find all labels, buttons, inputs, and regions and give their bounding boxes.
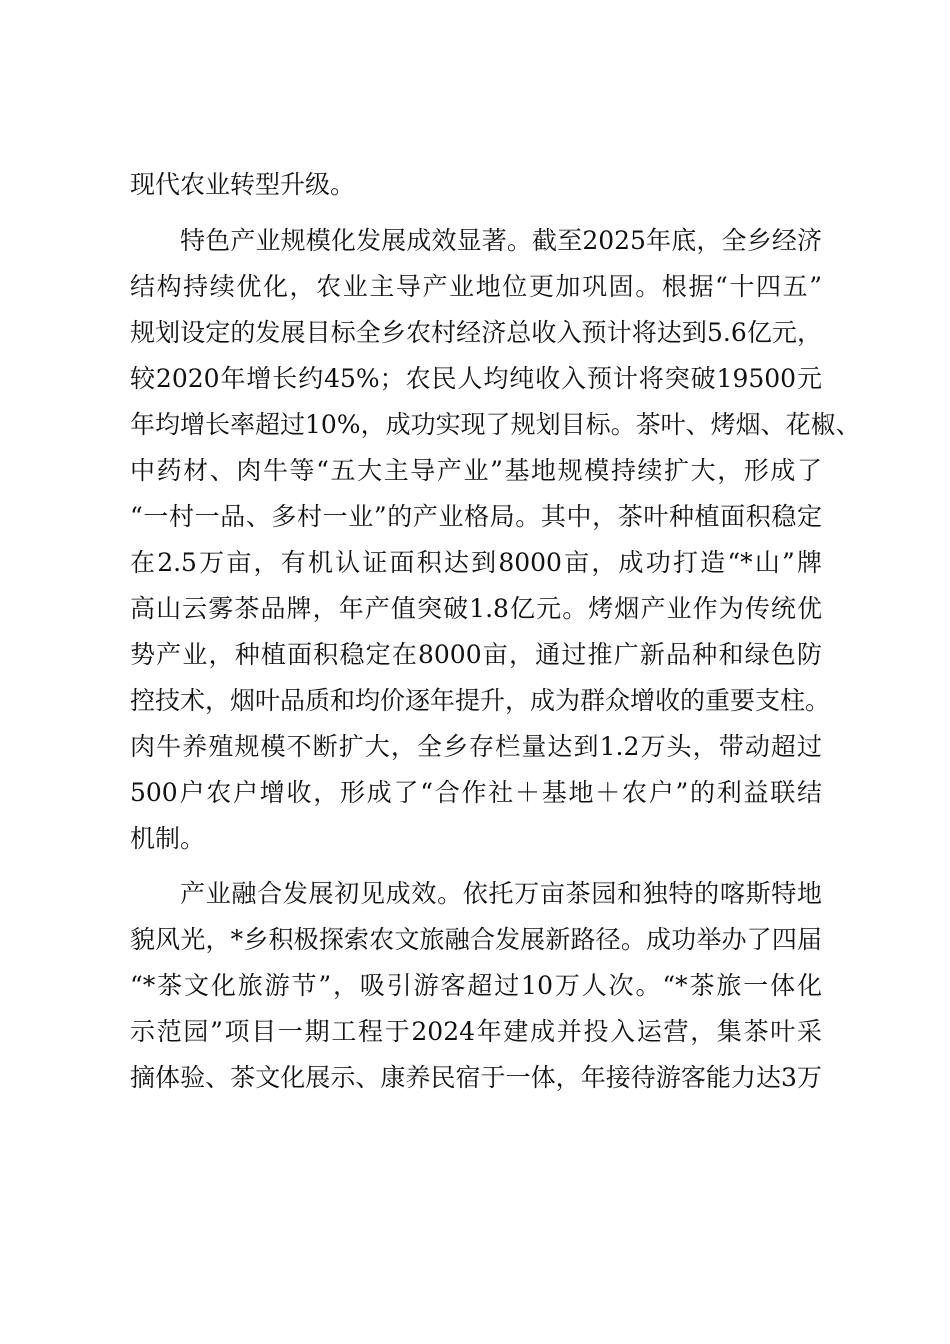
text-line: 貌风光，*乡积极探索农文旅融合发展新路径。成功举办了四届 [130,925,822,954]
text-line: 规划设定的发展目标全乡农村经济总收入预计将达到5.6亿元， [130,318,822,347]
text-line: 500户农户增收，形成了“合作社＋基地＋农户”的利益联结 [130,778,822,807]
text-line: 在2.5万亩，有机认证面积达到8000亩，成功打造“*山”牌 [130,548,822,577]
text-line: 控技术，烟叶品质和均价逐年提升，成为群众增收的重要支柱。 [130,686,831,715]
text-line: 较2020年增长约45%；农民人均纯收入预计将突破19500元 [130,364,822,393]
text-line: 示范园”项目一期工程于2024年建成并投入运营，集茶叶采 [130,1017,822,1046]
text-line: 现代农业转型升级。 [130,170,356,199]
text-line: 机制。 [130,824,206,853]
text-line: “一村一品、多村一业”的产业格局。其中，茶叶种植面积稳定 [130,502,822,531]
text-line: 摘体验、茶文化展示、康养民宿于一体，年接待游客能力达3万 [130,1063,822,1092]
text-line: 高山云雾茶品牌，年产值突破1.8亿元。烤烟产业作为传统优 [130,594,822,623]
paragraph-start-line: 产业融合发展初见成效。依托万亩茶园和独特的喀斯特地 [180,879,822,908]
text-line: “*茶文化旅游节”，吸引游客超过10万人次。“*茶旅一体化 [130,971,822,1000]
paragraph-start-line: 特色产业规模化发展成效显著。截至2025年底，全乡经济 [180,226,822,255]
text-line: 结构持续优化，农业主导产业地位更加巩固。根据“十四五” [130,272,822,301]
text-line: 年均增长率超过10%，成功实现了规划目标。茶叶、烤烟、花椒、 [130,410,861,439]
text-line: 势产业，种植面积稳定在8000亩，通过推广新品种和绿色防 [130,640,822,669]
text-line: 中药材、肉牛等“五大主导产业”基地规模持续扩大，形成了 [130,456,822,485]
text-line: 肉牛养殖规模不断扩大，全乡存栏量达到1.2万头，带动超过 [130,732,822,761]
